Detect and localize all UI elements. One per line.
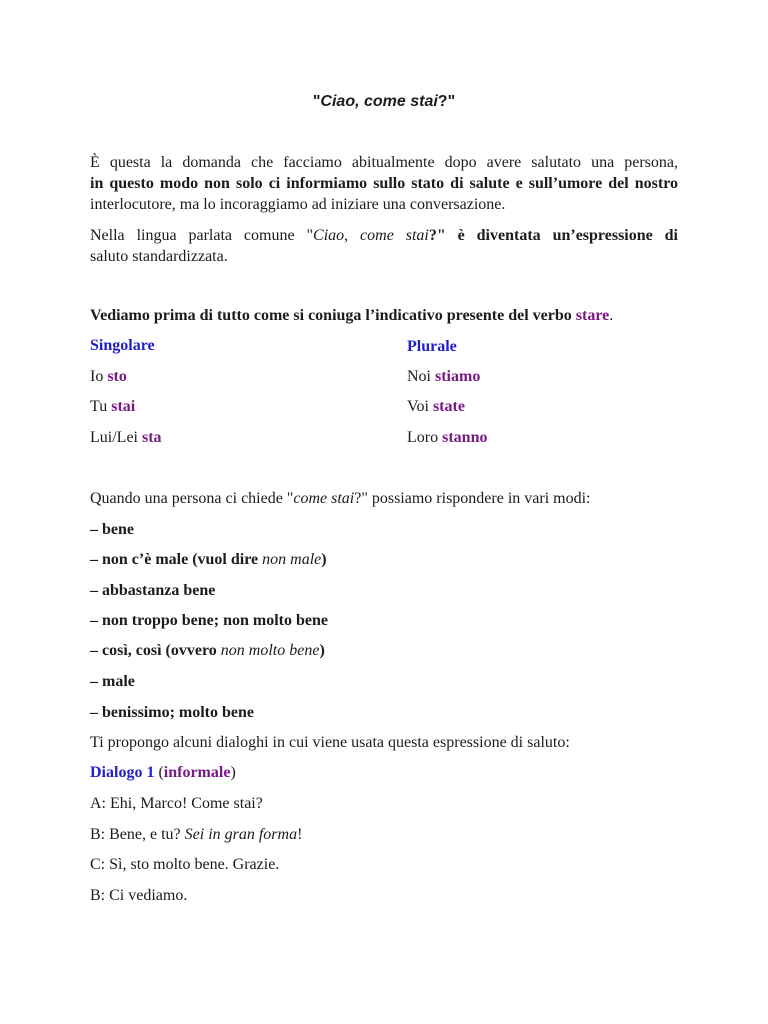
conj-loro: Loro stanno	[407, 429, 488, 446]
dialog-line: C: Sì, sto molto bene. Grazie.	[90, 856, 280, 873]
dialog-heading: Dialogo 1 (informale)	[90, 764, 236, 781]
answer-item: – benissimo; molto bene	[90, 704, 254, 721]
singular-header: Singolare	[90, 337, 155, 354]
answer-item: – male	[90, 673, 135, 690]
intro-paragraph	[90, 152, 678, 215]
answer-item: – non c’è male (vuol dire non male)	[90, 551, 327, 568]
conj-io: Io sto	[90, 368, 127, 385]
answer-item: – così, così (ovvero non molto bene)	[90, 642, 325, 659]
verb-stare: stare	[575, 307, 610, 324]
intro-line-2: in questo modo non solo ci informiamo sullo stato di salute e sull’umore del nostro	[90, 175, 678, 192]
plural-header: Plurale	[407, 338, 457, 355]
dialog-line: B: Ci vediamo.	[90, 887, 188, 904]
conj-noi: Noi stiamo	[407, 368, 481, 385]
para2-line-2: saluto standardizzata.	[90, 248, 228, 265]
dialog-intro: Ti propongo alcuni dialoghi in cui viene usata questa espressione di saluto:	[90, 734, 570, 751]
answer-item: – non troppo bene; non molto bene	[90, 612, 328, 629]
conj-voi: Voi state	[407, 398, 465, 415]
answer-item: – bene	[90, 521, 134, 538]
intro-line-3: interlocutore, ma lo incoraggiamo ad iniziare una conversazione.	[90, 196, 506, 213]
conj-tu: Tu stai	[90, 398, 136, 415]
answer-item: – abbastanza bene	[90, 582, 216, 599]
dialog-line: B: Bene, e tu? Sei in gran forma!	[90, 826, 303, 843]
answers-intro: Quando una persona ci chiede "come stai?" possiamo rispondere in vari modi:	[90, 490, 591, 507]
para2-line-1: Nella lingua parlata comune "Ciao, come stai?" è diventata un’espressione di	[90, 227, 678, 244]
page-title: "Ciao, come stai?"	[312, 93, 456, 110]
standard-greeting-paragraph	[90, 225, 678, 267]
conj-lui-lei: Lui/Lei sta	[90, 429, 162, 446]
intro-line-1: È questa la domanda che facciamo abitualmente dopo avere salutato una persona,	[90, 154, 678, 171]
verb-intro: Vediamo prima di tutto come si coniuga l’indicativo presente del verbo stare.	[90, 307, 614, 324]
dialog-line: A: Ehi, Marco! Come stai?	[90, 795, 263, 812]
